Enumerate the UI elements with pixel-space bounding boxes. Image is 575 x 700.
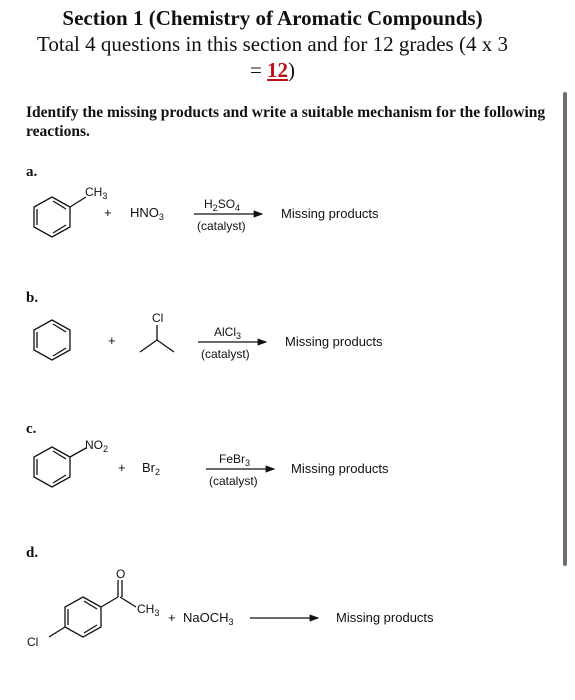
plus-sign: + [104, 205, 112, 220]
plus-sign: + [118, 460, 126, 475]
methyl-group-label: $CH_3$ [137, 602, 160, 618]
nitrobenzene-structure [34, 447, 86, 487]
question-label-d: d. [26, 545, 39, 561]
condition-top-label: $H_2SO_4$ [204, 197, 241, 213]
reaction-c [34, 438, 389, 488]
section-summary: Total 4 questions in this section and for 12 grades (4 x 3 [37, 32, 508, 56]
reagent-label: $Br_2$ [142, 460, 161, 477]
product-label: Missing products [285, 334, 383, 349]
nitro-substituent-label: $NO_2$ [85, 438, 109, 454]
reagent-label: NaOCH$_3$ [183, 610, 234, 627]
close-paren: ) [288, 58, 296, 82]
condition-top-label: FeBr$_3$ [219, 452, 251, 468]
equals-prefix: = [249, 58, 268, 82]
reaction-b [34, 311, 383, 361]
condition-bottom-label: (catalyst) [201, 347, 250, 361]
isopropyl-chloride-structure [140, 325, 174, 352]
section-title: Section 1 (Chemistry of Aromatic Compounds) [62, 6, 483, 30]
vertical-scrollbar[interactable] [563, 92, 567, 566]
product-label: Missing products [281, 206, 379, 221]
reaction-d [27, 567, 434, 649]
product-label: Missing products [336, 610, 434, 625]
question-label-a: a. [26, 164, 38, 180]
question-label-c: c. [26, 421, 37, 437]
reaction-a [34, 185, 379, 237]
methyl-substituent-label: $CH_3$ [85, 185, 108, 201]
condition-top-label: AlCl$_3$ [214, 325, 242, 341]
plus-sign: + [108, 333, 116, 348]
plus-sign: + [168, 610, 176, 625]
toluene-structure [34, 197, 86, 237]
condition-bottom-label: (catalyst) [197, 219, 246, 233]
condition-bottom-label: (catalyst) [209, 474, 258, 488]
reagent-label: $HNO_3$ [130, 205, 164, 222]
total-grade-value: 12 [267, 58, 289, 82]
benzene-structure [34, 320, 70, 360]
chloroacetophenone-structure [49, 580, 136, 637]
chlorine-atom-label: Cl [152, 311, 164, 325]
question-label-b: b. [26, 290, 39, 306]
product-label: Missing products [291, 461, 389, 476]
chlorine-atom-label: Cl [27, 635, 39, 649]
carbonyl-oxygen-label: O [116, 567, 126, 581]
instructions: Identify the missing products and write a suitable mechanism for the following reactions. [26, 104, 546, 140]
